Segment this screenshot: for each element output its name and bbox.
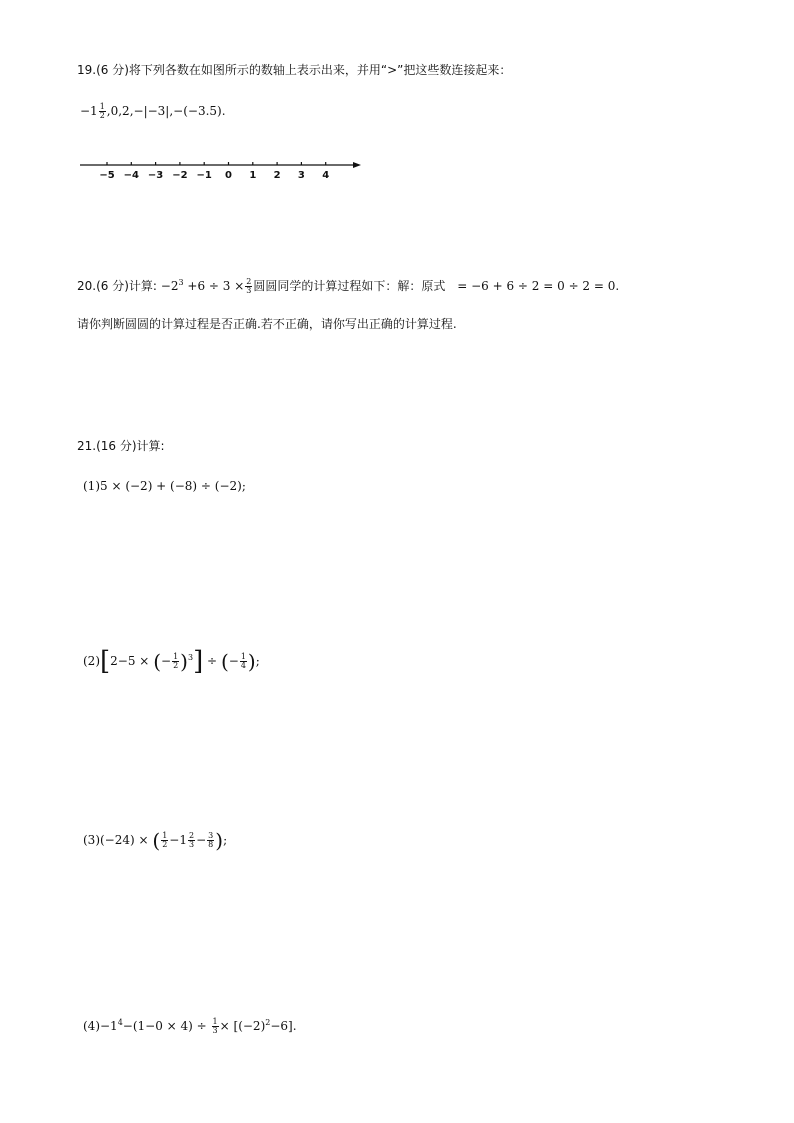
q19-mixed-fraction	[99, 103, 106, 120]
q21-p2-fraction2	[240, 653, 247, 670]
q21-part2: (2)[2−5 × (− $\frac{1}{2}$ )$^3$] ÷ (− $\frac{1}{4}$ );	[83, 646, 260, 677]
q21-p3-label: (3)(−24) ×	[83, 833, 149, 847]
q20-expr-b: +6 ÷ 3 ×	[187, 279, 245, 293]
number-line-tick-label: −1	[196, 170, 212, 181]
q21-p3-fraction1	[161, 832, 168, 849]
q21-p2-close-bracket: ]	[193, 646, 204, 677]
q21-p4-exponent2: 2	[265, 1018, 271, 1027]
q20-fraction	[245, 278, 252, 295]
number-line	[76, 154, 376, 184]
q21-p3-f3-num: 3	[208, 831, 214, 840]
q21-p2-f2-den: 4	[240, 661, 246, 670]
q21-p4-fraction	[212, 1018, 219, 1035]
q21-p4-c: −6].	[270, 1019, 297, 1033]
number-line-tick-label: 1	[249, 170, 257, 181]
q19-header: 19.(6 分)将下列各数在如图所示的数轴上表示出来，并用“>”把这些数连接起来：	[77, 63, 512, 77]
q21-p2-exponent: 3	[187, 653, 194, 662]
q21-p4-exponent: 4	[117, 1018, 123, 1027]
q21-p2-end: ;	[255, 654, 260, 668]
number-line-tick-label: 2	[273, 170, 281, 181]
number-line-tick-label: 0	[225, 170, 232, 181]
number-line-tick-label: −2	[172, 170, 188, 181]
q21-p3-close-paren: )	[215, 828, 224, 853]
q19-mixed-den: 2	[99, 111, 105, 120]
q21-p3-fraction3	[207, 832, 214, 849]
number-line-tick-label: −4	[123, 170, 139, 181]
number-line-tick-label: −5	[99, 170, 115, 181]
q20-expr-a: −2	[160, 279, 179, 293]
q21-p4-f-den: 3	[212, 1026, 218, 1035]
q21-p3-f2-den: 3	[189, 840, 195, 849]
q20-narrative: 圆圆同学的计算过程如下：解：原式	[253, 279, 446, 293]
q21-p2-div: ÷	[207, 654, 218, 668]
q21-p2-f1-num: 1	[173, 652, 179, 661]
q21-p2-open-paren: (	[153, 649, 161, 674]
number-line-tick-label: 3	[297, 170, 305, 181]
q21-p3-open-paren: (	[152, 828, 161, 853]
q21-p2-open-paren2: (	[220, 649, 229, 674]
q21-part3: (3)(−24) × ( $\frac{1}{2}$ −1 $\frac{2}{3}$ − $\frac{3}{8}$ );	[83, 828, 228, 853]
q21-p3-f2-num: 2	[189, 831, 195, 840]
q21-p2-open-bracket: [	[100, 646, 111, 677]
q21-header: 21.(16 分)计算:	[77, 439, 165, 453]
q21-p3-f1-den: 2	[162, 840, 168, 849]
q21-p3-end: ;	[223, 833, 228, 847]
q20-expr	[161, 279, 254, 293]
q21-p4-a: −(1−0 × 4) ÷	[122, 1019, 207, 1033]
number-line-tick-label: −3	[147, 170, 164, 181]
q21-p3-f3-den: 8	[208, 840, 214, 849]
q21-p4-b: × [(−2)	[219, 1019, 266, 1033]
q20-header: 20.(6 分)计算:	[77, 279, 157, 293]
q20-frac-den: 3	[246, 286, 252, 295]
q20-result: = −6 + 6 ÷ 2 = 0 ÷ 2 = 0.	[457, 279, 620, 293]
q21-p2-a: 2−5 ×	[110, 654, 150, 668]
q20-line1	[77, 275, 619, 295]
q21-p2-f2-num: 1	[240, 652, 246, 661]
q21-p2-fraction1	[172, 653, 179, 670]
q19-numbers-prefix: −1	[80, 104, 98, 118]
q20-expr-exponent: 3	[178, 278, 184, 287]
q21-part1: (1)5 × (−2) + (−8) ÷ (−2);	[83, 479, 246, 493]
q21-p4-f-num: 1	[212, 1017, 218, 1026]
q20-frac-num: 2	[246, 277, 252, 286]
q19-numbers-rest: ,0,2,−|−3|,−(−3.5).	[106, 104, 226, 118]
q19-mixed-num: 1	[99, 102, 105, 111]
q21-p2-close-paren: )	[180, 649, 188, 674]
q21-p3-fraction2	[188, 832, 195, 849]
q21-p3-f1-num: 1	[162, 831, 168, 840]
q21-part4	[83, 1013, 297, 1036]
q21-p2-label: (2)	[83, 654, 100, 668]
q19-numbers	[80, 103, 226, 120]
q21-p3-mid: −1	[169, 833, 187, 847]
number-line-arrow	[353, 162, 361, 168]
q20-line2: 请你判断圆圆的计算过程是否正确.若不正确，请你写出正确的计算过程.	[77, 317, 457, 331]
q21-p2-f1-den: 2	[173, 661, 179, 670]
number-line-tick-label: 4	[322, 170, 330, 181]
q21-p4-label: (4)−1	[83, 1019, 118, 1033]
q21-p2-close-paren2: )	[247, 649, 256, 674]
